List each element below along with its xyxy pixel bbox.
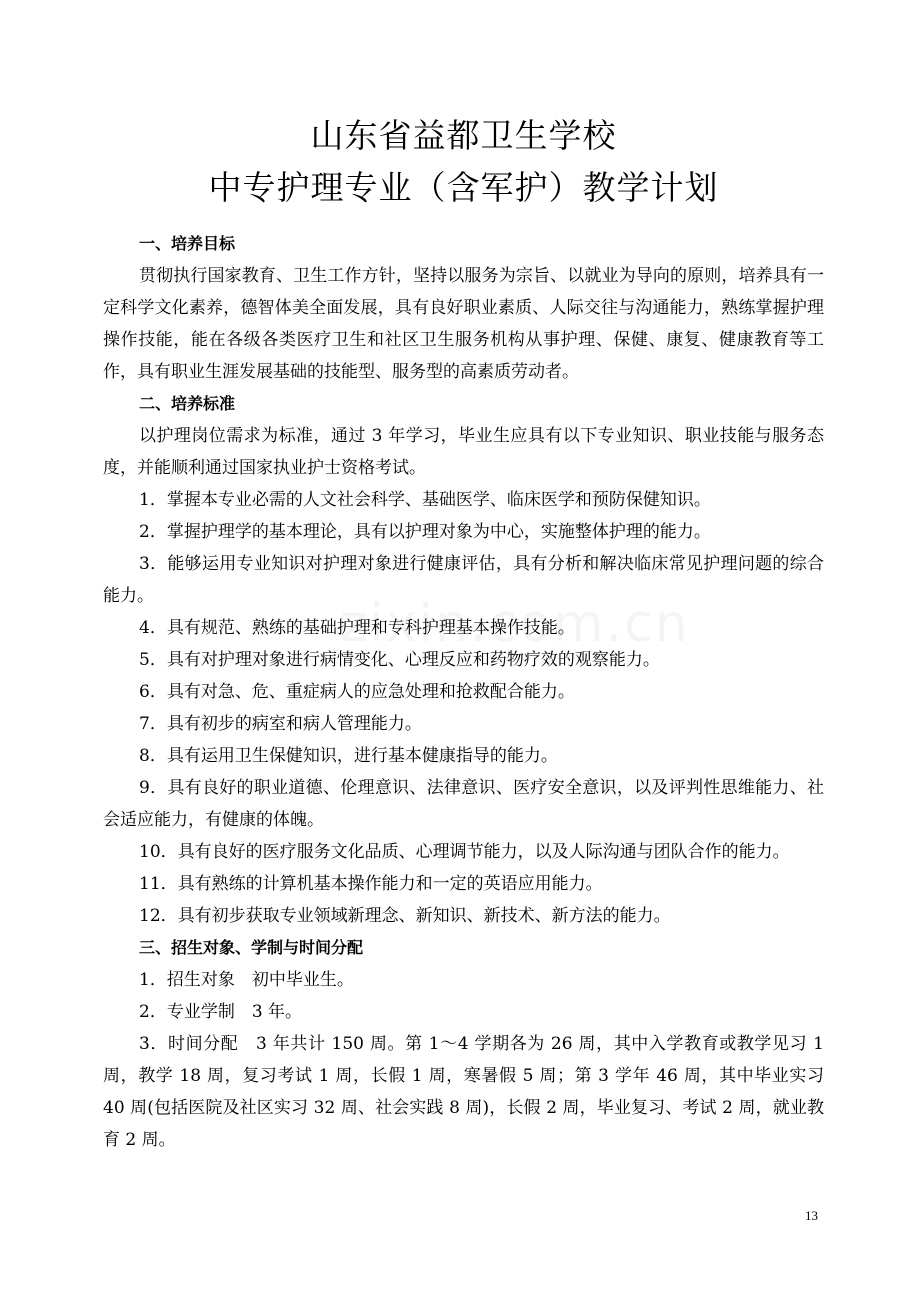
list-item: 8．具有运用卫生保健知识，进行基本健康指导的能力。 <box>139 746 558 766</box>
list-item: 10．具有良好的医疗服务文化品质、心理调节能力，以及人际沟通与团队合作的能力。 <box>139 842 790 862</box>
document-title <box>103 110 824 214</box>
list-item: 3．能够运用专业知识对护理对象进行健康评估，具有分析和解决临床常见护理问题的综合能力。 <box>103 554 824 606</box>
section-heading: 一、培养目标 <box>139 234 236 253</box>
list-item: 4．具有规范、熟练的基础护理和专科护理基本操作技能。 <box>139 618 575 638</box>
list-item: 1．招生对象 初中毕业生。 <box>139 970 354 990</box>
list-item: 5．具有对护理对象进行病情变化、心理反应和药物疗效的观察能力。 <box>139 650 660 670</box>
list-item: 12．具有初步获取专业领域新理念、新知识、新技术、新方法的能力。 <box>139 906 671 926</box>
section-enrollment-schedule <box>103 932 824 1156</box>
section-heading: 二、培养标准 <box>139 394 236 413</box>
title-line-1: 山东省益都卫生学校 <box>310 116 617 155</box>
section-training-goals <box>103 228 824 388</box>
section-training-standards <box>103 388 824 932</box>
page-number: 13 <box>805 1208 818 1223</box>
list-item: 7．具有初步的病室和病人管理能力。 <box>139 714 422 734</box>
section-heading: 三、招生对象、学制与时间分配 <box>139 938 364 957</box>
paragraph: 贯彻执行国家教育、卫生工作方针，坚持以服务为宗旨、以就业为导向的原则，培养具有一定科学文化素养，德智体美全面发展，具有良好职业素质、人际交往与沟通能力，熟练掌握护理操作技能，能在各级各类医疗卫生和社区卫生服务机构从事护理、保健、康复、健康教育等工作，具有职业生涯发展基础的技能型、服务型的高素质劳动者。 <box>103 266 824 382</box>
list-item: 9．具有良好的职业道德、伦理意识、法律意识、医疗安全意识，以及评判性思维能力、社会适应能力，有健康的体魄。 <box>103 778 824 830</box>
title-line-2: 中专护理专业（含军护）教学计划 <box>208 168 719 207</box>
list-item: 2．掌握护理学的基本理论，具有以护理对象为中心，实施整体护理的能力。 <box>139 522 711 542</box>
list-item: 2．专业学制 3 年。 <box>139 1002 303 1022</box>
paragraph: 以护理岗位需求为标准，通过 3 年学习，毕业生应具有以下专业知识、职业技能与服务态度，并能顺利通过国家执业护士资格考试。 <box>103 426 824 478</box>
list-item: 3．时间分配 3 年共计 150 周。第 1～4 学期各为 26 周，其中入学教育或教学见习 1 周，教学 18 周，复习考试 1 周，长假 1 周，寒暑假 5 周；第 3 学年 46 周，其中毕业实习 40 周(包括医院及社区实习 32 周、社会实践 8 周)，长假 2 周，毕业复习、考试 2 周，就业教育 2 周。 <box>103 1034 824 1150</box>
list-item: 11．具有熟练的计算机基本操作能力和一定的英语应用能力。 <box>139 874 603 894</box>
list-item: 6．具有对急、危、重症病人的应急处理和抢救配合能力。 <box>139 682 575 702</box>
list-item: 1．掌握本专业必需的人文社会科学、基础医学、临床医学和预防保健知识。 <box>139 490 711 510</box>
